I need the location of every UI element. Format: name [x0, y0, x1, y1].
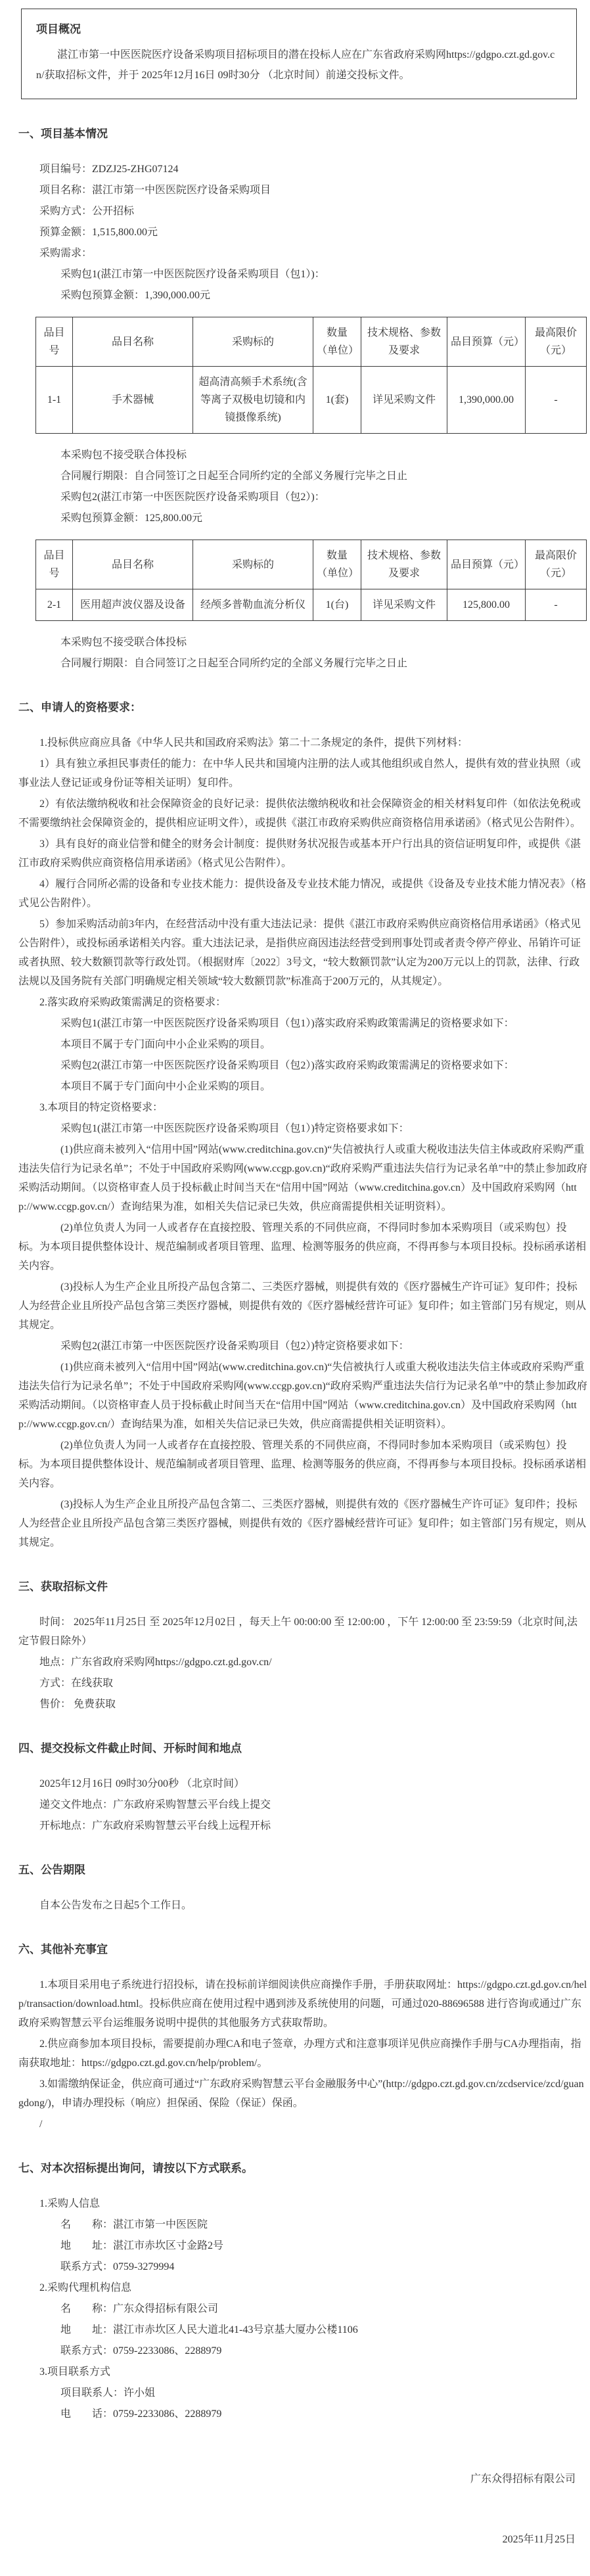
section-basic-info — [18, 124, 587, 673]
section-heading-basic: 一、项目基本情况 — [18, 127, 108, 140]
header-quantity: 数量（单位） — [313, 317, 361, 367]
header-item-name: 品目名称 — [73, 317, 193, 367]
package2-contract-term: 合同履行期限：自合同签订之日起至合同所约定的全部义务履行完毕之日止 — [60, 658, 408, 669]
header-item-name: 品目名称 — [73, 540, 193, 589]
announcement-content — [8, 9, 590, 2550]
package2-items-table — [35, 540, 587, 621]
qual-para: 3）具有良好的商业信誉和健全的财务会计制度：提供财务状况报告或基本开户行出具的资信证明复印件，或提供《湛江市政府采购供应商资格信用承诺函》（格式见公告附件）。 — [18, 839, 581, 869]
agency-address: 地 址：湛江市赤坎区人民大道北41-43号京基大厦办公楼1106 — [60, 2324, 358, 2335]
announcement-period: 自本公告发布之日起5个工作日。 — [39, 1900, 193, 1911]
signature-block — [18, 2470, 587, 2550]
opening-place: 开标地点：广东政府采购智慧云平台线上远程开标 — [39, 1820, 271, 1831]
project-name: 项目名称：湛江市第一中医医院医疗设备采购项目 — [39, 185, 271, 196]
header-max-price: 最高限价（元） — [526, 317, 587, 367]
cell-item-no: 1-1 — [36, 367, 73, 434]
qual-para: 采购包2(湛江市第一中医医院医疗设备采购项目（包2）)落实政府采购政策需满足的资格要求如下： — [60, 1060, 514, 1071]
purchaser-name: 名 称：湛江市第一中医医院 — [60, 2219, 208, 2230]
budget-amount: 预算金额：1,515,800.00元 — [39, 227, 158, 238]
procurement-method: 采购方式：公开招标 — [39, 206, 135, 217]
header-subject: 采购标的 — [193, 317, 313, 367]
signature-date: 2025年11月25日 — [502, 2534, 576, 2545]
purchaser-address: 地 址：湛江市赤坎区寸金路2号 — [60, 2240, 224, 2251]
other-item: 2.供应商参加本项目投标，需要提前办理CA和电子签章，办理方式和注意事项详见供应商操作手册与CA办理指南，指南获取地址：https://gdgpo.czt.gd.gov.cn/help/problem/。 — [18, 2038, 581, 2069]
header-item-budget: 品目预算（元） — [447, 317, 526, 367]
cell-tech-spec: 详见采购文件 — [361, 367, 447, 434]
qual-para: 本项目不属于专门面向中小企业采购的项目。 — [60, 1039, 271, 1050]
qual-para: (3)投标人为生产企业且所投产品包含第二、三类医疗器械，则提供有效的《医疗器械生产许可证》复印件；投标人为经营企业且所投产品包含第三类医疗器械，则提供有效的《医疗器械经营许可证》复印件；如主管部门另有规定，则从其规定。 — [18, 1499, 587, 1548]
obtain-method: 方式：在线获取 — [39, 1678, 114, 1689]
obtain-place: 地点：广东省政府采购网https://gdgpo.czt.gd.gov.cn/ — [39, 1657, 272, 1668]
qual-para: 5）参加采购活动前3年内，在经营活动中没有重大违法记录：提供《湛江市政府采购供应商资格信用承诺函》（格式见公告附件），或投标函承诺相关内容。重大违法记录，是指供应商因违法经营受到刑事处罚或者责令停产停业、吊销许可证或者执照、较大数额罚款等行政处罚。（根据财库〔2022〕3号文，“较大数额罚款”认定为200万元以上的罚款，法律、行政法规以及国务院有关部门明确规定相关领域“较大数额罚款”标准高于200万元的，从其规定）。 — [18, 919, 581, 987]
agency-info-title: 2.采购代理机构信息 — [39, 2282, 132, 2293]
cell-item-budget: 1,390,000.00 — [447, 367, 526, 434]
qual-para: 采购包2(湛江市第一中医医院医疗设备采购项目（包2）)特定资格要求如下： — [60, 1341, 409, 1352]
section-contacts — [18, 2159, 587, 2424]
header-tech-spec: 技术规格、参数及要求 — [361, 540, 447, 589]
cell-subject: 经颅多普勒血流分析仪 — [193, 589, 313, 621]
qual-para: 2.落实政府采购政策需满足的资格要求： — [39, 997, 227, 1008]
project-number: 项目编号：ZDZJ25-ZHG07124 — [39, 164, 179, 175]
qual-para: 本项目不属于专门面向中小企业采购的项目。 — [60, 1081, 271, 1092]
section-heading-obtain: 三、获取招标文件 — [18, 1580, 108, 1593]
header-item-no: 品目号 — [36, 317, 73, 367]
header-tech-spec: 技术规格、参数及要求 — [361, 317, 447, 367]
obtain-time: 时间： 2025年11月25日 至 2025年12月02日 ，每天上午 00:00:00 至 12:00:00 ，下午 12:00:00 至 23:59:59（北京时间,法定节假日除外） — [18, 1617, 578, 1647]
submit-place: 递交文件地点：广东政府采购智慧云平台线上提交 — [39, 1799, 271, 1810]
package2-title: 采购包2(湛江市第一中医医院医疗设备采购项目（包2）)： — [60, 492, 325, 503]
cell-subject: 超高清高频手术系统(含等离子双极电切镜和内镜摄像系统) — [193, 367, 313, 434]
cell-max-price: - — [526, 589, 587, 621]
header-item-no: 品目号 — [36, 540, 73, 589]
deadline-time: 2025年12月16日 09时30分00秒 （北京时间） — [39, 1778, 245, 1789]
cell-item-no: 2-1 — [36, 589, 73, 621]
project-contact-phone: 电 话：0759-2233086、2288979 — [60, 2408, 222, 2420]
section-other-matters — [18, 1940, 587, 2134]
section-qualification — [18, 698, 587, 1552]
header-item-budget: 品目预算（元） — [447, 540, 526, 589]
section-heading-other: 六、其他补充事宜 — [18, 1943, 108, 1956]
cell-item-budget: 125,800.00 — [447, 589, 526, 621]
overview-body: 湛江市第一中医医院医疗设备采购项目招标项目的潜在投标人应在广东省政府采购网https://gdgpo.czt.gd.gov.cn/获取招标文件，并于 2025年12月16日 09时30分 （北京时间）前递交投标文件。 — [36, 49, 555, 81]
qual-para: (2)单位负责人为同一人或者存在直接控股、管理关系的不同供应商，不得同时参加本采购项目（或采购包）投标。为本项目提供整体设计、规范编制或者项目管理、监理、检测等服务的供应商，不得再参与本项目投标。投标函承诺相关内容。 — [18, 1440, 587, 1489]
obtain-price: 售价： 免费获取 — [39, 1699, 116, 1710]
qual-para: 1.投标供应商应具备《中华人民共和国政府采购法》第二十二条规定的条件，提供下列材料： — [39, 737, 468, 748]
qual-para: (1)供应商未被列入“信用中国”网站(www.creditchina.gov.cn)“失信被执行人或重大税收违法失信主体或政府采购严重违法失信行为记录名单”；不处于中国政府采购网(www.ccgp.gov.cn)“政府采购严重违法失信行为记录名单”中的禁止参加政府采购活动期间。（以资格审查人员于投标截止时间当天在“信用中国”网站（www.creditchina.gov.cn）及中国政府采购网（http://www.ccgp.gov.cn/）查询结果为准，如相关失信记录已失效，供应商需提供相关证明资料）。 — [18, 1362, 587, 1430]
project-overview-box — [21, 9, 577, 99]
other-item-slash: / — [39, 2119, 43, 2130]
qual-para: 4）履行合同所必需的设备和专业技术能力：提供设备及专业技术能力情况，或提供《设备及专业技术能力情况表》（格式见公告附件）。 — [18, 879, 587, 909]
cell-quantity: 1(台) — [313, 589, 361, 621]
purchaser-info-title: 1.采购人信息 — [39, 2198, 101, 2209]
section-heading-qualification: 二、申请人的资格要求： — [18, 701, 141, 714]
package1-table-header-row — [36, 317, 587, 367]
package2-table-header-row — [36, 540, 587, 589]
package1-title: 采购包1(湛江市第一中医医院医疗设备采购项目（包1）)： — [60, 269, 325, 280]
section-heading-deadline: 四、提交投标文件截止时间、开标时间和地点 — [18, 1742, 242, 1755]
demand-label: 采购需求： — [39, 248, 93, 259]
purchaser-phone: 联系方式：0759-3279994 — [60, 2261, 175, 2272]
agency-phone: 联系方式：0759-2233086、2288979 — [60, 2345, 222, 2357]
other-item: 1.本项目采用电子系统进行招投标，请在投标前详细阅读供应商操作手册，手册获取网址：https://gdgpo.czt.gd.gov.cn/help/transaction/download.html。投标供应商在使用过程中遇到涉及系统使用的问题，可通过020-88696588 进行咨询或通过广东政府采购智慧云平台运维服务说明中提供的其他服务方式获取帮助。 — [18, 1979, 587, 2029]
cell-item-name: 医用超声波仪器及设备 — [73, 589, 193, 621]
qual-para: 3.本项目的特定资格要求： — [39, 1102, 164, 1113]
qual-para: (3)投标人为生产企业且所投产品包含第二、三类医疗器械，则提供有效的《医疗器械生产许可证》复印件；投标人为经营企业且所投产品包含第三类医疗器械，则提供有效的《医疗器械经营许可证》复印件；如主管部门另有规定，则从其规定。 — [18, 1281, 587, 1331]
qual-para: 采购包1(湛江市第一中医医院医疗设备采购项目（包1）)特定资格要求如下： — [60, 1123, 409, 1134]
cell-tech-spec: 详见采购文件 — [361, 589, 447, 621]
overview-title: 项目概况 — [36, 23, 81, 35]
package2-no-consortium: 本采购包不接受联合体投标 — [60, 637, 187, 648]
section-obtain-documents — [18, 1577, 587, 1714]
project-contact-person: 项目联系人：许小姐 — [60, 2387, 156, 2399]
cell-item-name: 手术器械 — [73, 367, 193, 434]
package1-budget: 采购包预算金额：1,390,000.00元 — [60, 290, 211, 301]
section-heading-announcement: 五、公告期限 — [18, 1864, 85, 1876]
qual-para: 采购包1(湛江市第一中医医院医疗设备采购项目（包1）)落实政府采购政策需满足的资格要求如下： — [60, 1018, 514, 1029]
agency-name: 名 称：广东众得招标有限公司 — [60, 2303, 219, 2314]
header-subject: 采购标的 — [193, 540, 313, 589]
qual-para: (2)单位负责人为同一人或者存在直接控股、管理关系的不同供应商，不得同时参加本采购项目（或采购包）投标。为本项目提供整体设计、规范编制或者项目管理、监理、检测等服务的供应商，不得再参与本项目投标。投标函承诺相关内容。 — [18, 1222, 587, 1272]
cell-max-price: - — [526, 367, 587, 434]
section-deadline-opening — [18, 1739, 587, 1835]
qual-para: (1)供应商未被列入“信用中国”网站(www.creditchina.gov.cn)“失信被执行人或重大税收违法失信主体或政府采购严重违法失信行为记录名单”；不处于中国政府采购网(www.ccgp.gov.cn)“政府采购严重违法失信行为记录名单”中的禁止参加政府采购活动期间。（以资格审查人员于投标截止时间当天在“信用中国”网站（www.creditchina.gov.cn）及中国政府采购网（http://www.ccgp.gov.cn/）查询结果为准，如相关失信记录已失效，供应商需提供相关证明资料）。 — [18, 1144, 587, 1212]
header-quantity: 数量（单位） — [313, 540, 361, 589]
package2-table-row — [36, 589, 587, 621]
signature-company: 广东众得招标有限公司 — [470, 2473, 576, 2485]
package1-table-row — [36, 367, 587, 434]
package2-budget: 采购包预算金额：125,800.00元 — [60, 513, 203, 524]
other-item: 3.如需缴纳保证金，供应商可通过“广东政府采购智慧云平台金融服务中心”(http://gdgpo.czt.gd.gov.cn/zcdservice/zcd/guangdong/)，申请办理投标（响应）担保函、保险（保证）保函。 — [18, 2079, 584, 2109]
qual-para: 1）具有独立承担民事责任的能力：在中华人民共和国境内注册的法人或其他组织或自然人，提供有效的营业执照（或事业法人登记证或身份证等相关证明）复印件。 — [18, 758, 581, 789]
section-heading-contacts: 七、对本次招标提出询问，请按以下方式联系。 — [18, 2162, 253, 2174]
header-max-price: 最高限价（元） — [526, 540, 587, 589]
package1-contract-term: 合同履行期限：自合同签订之日起至合同所约定的全部义务履行完毕之日止 — [60, 471, 408, 482]
section-announcement-period — [18, 1860, 587, 1915]
project-contact-title: 3.项目联系方式 — [39, 2366, 111, 2378]
cell-quantity: 1(套) — [313, 367, 361, 434]
package1-no-consortium: 本采购包不接受联合体投标 — [60, 449, 187, 461]
qual-para: 2）有依法缴纳税收和社会保障资金的良好记录：提供依法缴纳税收和社会保障资金的相关材料复印件（如依法免税或不需要缴纳社会保障资金的，提供相应证明文件），或提供《湛江市政府采购供应商资格信用承诺函》（格式见公告附件）。 — [18, 798, 581, 829]
package1-items-table — [35, 317, 587, 434]
